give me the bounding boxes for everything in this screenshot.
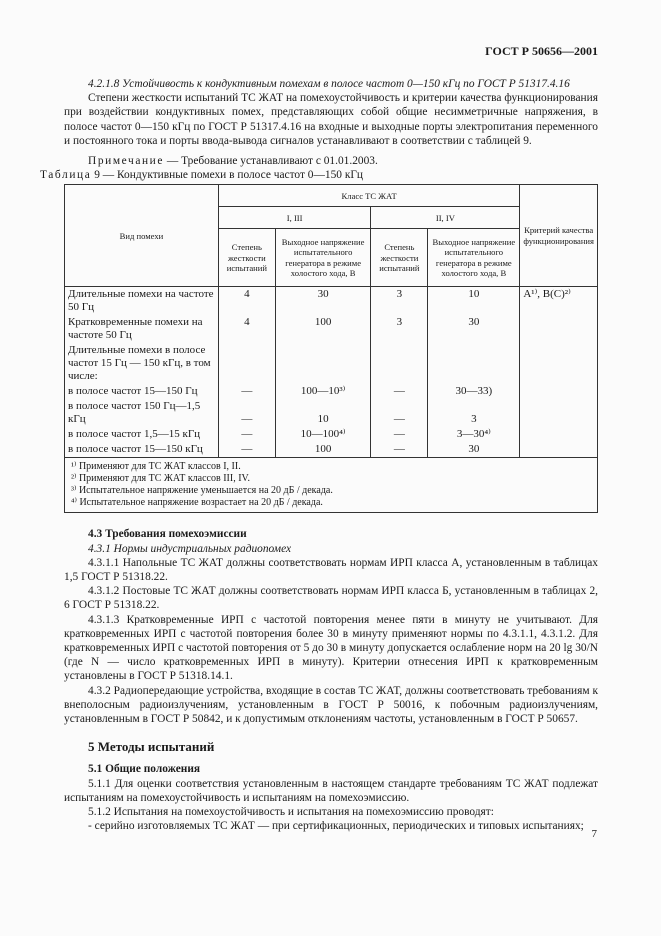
cell-voltage: 100	[275, 315, 371, 343]
cell-type: в полосе частот 15—150 Гц	[65, 384, 219, 399]
table-footnotes	[65, 458, 598, 513]
cell-voltage	[428, 343, 520, 384]
cell-degree: —	[218, 442, 275, 458]
section-5-heading: 5 Методы испытаний	[88, 739, 215, 755]
cell-degree: —	[218, 427, 275, 442]
cell-voltage: 30	[428, 315, 520, 343]
class-header: Класс ТС ЖАТ	[218, 185, 519, 207]
col-degree-header: Степень жесткости испытаний	[371, 229, 428, 287]
cell-voltage: 100	[275, 442, 371, 458]
cell-type: в полосе частот 150 Гц—1,5 кГц	[65, 399, 219, 427]
note-text: — Требование устанавливают с 01.01.2003.	[164, 155, 378, 168]
cell-degree: —	[371, 384, 428, 399]
cell-voltage: 10	[428, 287, 520, 316]
table-row	[65, 384, 598, 399]
col-voltage-header: Выходное напряжение испытательного генератора в режиме холостого хода, В	[428, 229, 520, 287]
table-row	[65, 287, 598, 316]
cell-criterion: А¹⁾, В(С)²⁾	[520, 287, 598, 458]
cell-type: в полосе частот 1,5—15 кГц	[65, 427, 219, 442]
footnote: ³⁾ Испытательное напряжение уменьшается на 20 дБ / декада.	[71, 485, 333, 497]
cell-voltage: 3	[428, 399, 520, 427]
footnote: ¹⁾ Применяют для ТС ЖАТ классов I, II.	[71, 461, 241, 473]
cell-degree: 3	[371, 287, 428, 316]
note-label: Примечание	[88, 155, 165, 168]
cell-degree: —	[218, 384, 275, 399]
section-4311: 4.3.1.1 Напольные ТС ЖАТ должны соответствовать нормам ИРП класса А, установленным в таблицах 1,5 ГОСТ Р 51318.22.	[64, 556, 598, 584]
cell-voltage: 30	[275, 287, 371, 316]
group-header-2: II, IV	[371, 207, 520, 229]
section-51-heading: 5.1 Общие положения	[88, 763, 201, 776]
section-512-item: - серийно изготовляемых ТС ЖАТ — при сертификационных, периодических и типовых испытаниях;	[88, 820, 584, 833]
cell-type: Кратковременные помехи на частоте 50 Гц	[65, 315, 219, 343]
table-row	[65, 442, 598, 458]
page-number: 7	[591, 828, 597, 840]
section-4313: 4.3.1.3 Кратковременные ИРП с частотой повторения менее пяти в минуту не учитывают. Для кратковременных ИРП с частотой повторения более 30 в минуту применяют нормы по 4.3.1.1, 4.3.1.2. Для кратковременных ИРП с частотой повторения от 5 до 30 в минуту допускается ослабление норм на 20 lg 30/N (где N — число кратковременных ИРП в минуту). Критерии отнесения ИРП к кратковременным установлены в ГОСТ Р 51318.14.1.	[64, 613, 598, 683]
cell-voltage: 30—33)	[428, 384, 520, 399]
cell-voltage: 30	[428, 442, 520, 458]
note	[64, 154, 598, 168]
col-criterion-header: Критерий качества функционирования	[520, 185, 598, 287]
cell-degree: —	[371, 427, 428, 442]
section-4218-body: Степени жесткости испытаний ТС ЖАТ на помехоустойчивость и критерии качества функционирования при воздействии кондуктивных помех, представляющих собой общие несимметричные напряжения, в полосе частот 0—150 кГц по ГОСТ Р 51317.4.16 на входные и выходные порты электропитания переменного и постоянного тока и порты ввода-вывода сигналов устанавливают в соответствии с таблицей 9.	[64, 92, 598, 147]
col-type-header: Вид помехи	[65, 185, 219, 287]
section-432: 4.3.2 Радиопередающие устройства, входящие в состав ТС ЖАТ, должны соответствовать требованиям к внеполосным радиоизлучениям, установленным в ГОСТ Р 50016, к побочным радиоизлучениям, установленным в ГОСТ Р 50842, и к допустимым отклонениям частоты, установленным в ГОСТ Р 50657.	[64, 684, 598, 726]
footnote: ²⁾ Применяют для ТС ЖАТ классов III, IV.	[71, 473, 250, 485]
cell-degree	[218, 343, 275, 384]
table-9	[64, 184, 598, 513]
footnote: ⁴⁾ Испытательное напряжение возрастает на 20 дБ / декада.	[71, 497, 323, 509]
cell-voltage	[275, 343, 371, 384]
document-header: ГОСТ Р 50656—2001	[485, 44, 598, 58]
cell-degree: 3	[371, 315, 428, 343]
cell-degree: —	[371, 442, 428, 458]
cell-voltage: 10	[275, 399, 371, 427]
section-431-heading: 4.3.1 Нормы индустриальных радиопомех	[88, 542, 292, 555]
col-degree-header: Степень жесткости испытаний	[218, 229, 275, 287]
table-row	[65, 343, 598, 384]
section-43-heading: 4.3 Требования помехоэмиссии	[88, 528, 247, 541]
section-4218-title: 4.2.1.8 Устойчивость к кондуктивным помехам в полосе частот 0—150 кГц по ГОСТ Р 51317.4.16	[88, 78, 570, 90]
page-content	[40, 77, 598, 833]
cell-degree: 4	[218, 315, 275, 343]
table-caption	[40, 168, 598, 182]
cell-degree: —	[371, 399, 428, 427]
section-512: 5.1.2 Испытания на помехоустойчивость и испытания на помехоэмиссию проводят:	[88, 806, 494, 819]
cell-type: Длительные помехи в полосе частот 15 Гц — 150 кГц, в том числе:	[65, 343, 219, 384]
cell-voltage: 3—30⁴⁾	[428, 427, 520, 442]
cell-degree	[371, 343, 428, 384]
table-caption-text: 9 — Кондуктивные помехи в полосе частот 0—150 кГц	[91, 169, 364, 182]
group-header-1: I, III	[218, 207, 371, 229]
cell-degree: 4	[218, 287, 275, 316]
table-row	[65, 399, 598, 427]
table-label: Таблица	[40, 169, 92, 182]
table-row	[65, 427, 598, 442]
cell-degree: —	[218, 399, 275, 427]
cell-type: в полосе частот 15—150 кГц	[65, 442, 219, 458]
cell-voltage: 100—10³⁾	[275, 384, 371, 399]
section-4312: 4.3.1.2 Постовые ТС ЖАТ должны соответствовать нормам ИРП класса Б, установленным в таблицах 2, 6 ГОСТ Р 51318.22.	[64, 585, 598, 612]
cell-type: Длительные помехи на частоте 50 Гц	[65, 287, 219, 316]
cell-voltage: 10—100⁴⁾	[275, 427, 371, 442]
col-voltage-header: Выходное напряжение испытательного генератора в режиме холостого хода, В	[275, 229, 371, 287]
table-row	[65, 315, 598, 343]
section-511: 5.1.1 Для оценки соответствия установленным в настоящем стандарте требованиям ТС ЖАТ подлежат испытаниям на помехоустойчивость и испытаниям на помехоэмиссию.	[64, 777, 598, 804]
